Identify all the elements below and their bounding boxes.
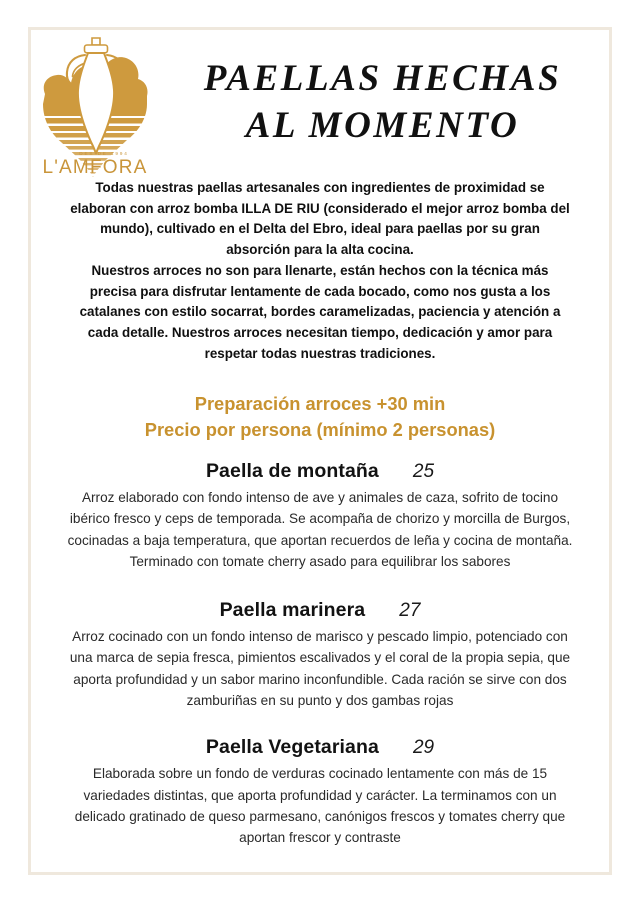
dish-heading bbox=[64, 736, 576, 759]
brand-since-label: DES DE 1994 bbox=[79, 151, 129, 156]
dish-item bbox=[64, 599, 576, 711]
dish-name: Paella marinera bbox=[219, 599, 366, 622]
dish-description: Arroz elaborado con fondo intenso de ave y animales de caza, sofrito de tocino ibérico fresco y ceps de temporada. Se acompaña de chorizo y morcilla de Burgos, cocinadas a baja temperatura, que aportan recuerdos de leña y cocina de montaña. Terminado con tomate cherry asado para equilibrar los sabores bbox=[67, 490, 573, 569]
page-title bbox=[160, 55, 605, 149]
dish-separator bbox=[64, 572, 576, 599]
dish-description: Arroz cocinado con un fondo intenso de marisco y pescado limpio, potenciado con una marca de sepia fresca, pimientos escalivados y el coral de la propia sepia, que aporta profundidad y un sabor marino inconfundible. Cada ración se sirve con dos zamburiñas en su punto y dos gambas rojas bbox=[69, 629, 571, 709]
price-per-person-note: Precio por persona (mínimo 2 personas) bbox=[144, 419, 496, 440]
brand-name: L'AMFORA bbox=[42, 157, 148, 178]
dish-list bbox=[64, 460, 576, 849]
page-title-line-2: AL MOMENTO bbox=[245, 105, 520, 146]
dish-item bbox=[64, 460, 576, 572]
page-title-line-1: PAELLAS HECHAS bbox=[203, 58, 562, 99]
dish-price: 29 bbox=[412, 737, 435, 759]
dish-separator bbox=[64, 711, 576, 736]
highlight-notes bbox=[70, 391, 570, 443]
menu-header bbox=[28, 27, 612, 182]
dish-heading bbox=[64, 599, 576, 622]
intro-text bbox=[70, 178, 570, 364]
dish-item bbox=[64, 736, 576, 848]
intro-paragraph-1: Todas nuestras paellas artesanales con ingredientes de proximidad se elaboran con arroz bomba ILLA DE RIU (considerado el mejor arroz bomba del mundo), cultivado en el Delta del Ebro, ideal para paellas por su gran absorción para la alta cocina. bbox=[70, 180, 570, 258]
dish-price: 27 bbox=[399, 600, 421, 622]
dish-heading bbox=[64, 460, 576, 483]
dish-name: Paella de montaña bbox=[205, 460, 379, 482]
prep-time-note: Preparación arroces +30 min bbox=[194, 393, 446, 414]
dish-price: 25 bbox=[412, 461, 435, 482]
intro-paragraph-2: Nuestros arroces no son para llenarte, están hechos con la técnica más precisa para disfrutar lentamente de cada bocado, como nos gusta a los catalanes con estilo socarrat, bordes caramelizadas, paciencia y atención a cada detalle. Nuestros arroces necesitan tiempo, dedicación y amor para respetar todas nuestras tradiciones. bbox=[79, 262, 561, 361]
dish-description: Elaborada sobre un fondo de verduras cocinado lentamente con más de 15 variedades distintas, que aporta profundidad y carácter. La terminamos con un delicado gratinado de queso parmesano, canónigos frescos y tomates cherry que aportan frescor y contraste bbox=[74, 766, 566, 846]
dish-name: Paella Vegetariana bbox=[205, 736, 379, 759]
